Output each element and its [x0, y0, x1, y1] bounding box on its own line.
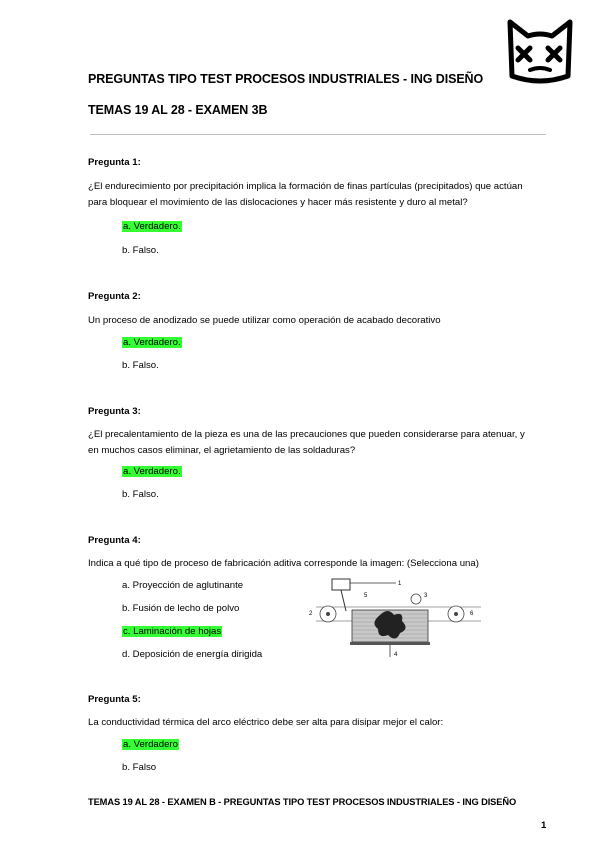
- question-2-option-a[interactable]: [122, 337, 182, 349]
- question-5-heading: Pregunta 5:: [88, 694, 141, 705]
- question-3-heading: Pregunta 3:: [88, 406, 141, 417]
- correct-answer-highlight: a. Verdadero.: [123, 466, 181, 477]
- page-number: 1: [541, 820, 547, 831]
- question-2-heading: Pregunta 2:: [88, 291, 141, 302]
- question-1-option-b[interactable]: b. Falso.: [122, 245, 159, 256]
- question-5-option-b[interactable]: b. Falso: [122, 762, 157, 773]
- document-title: PREGUNTAS TIPO TEST PROCESOS INDUSTRIALES - ING DISEÑO: [88, 72, 484, 86]
- figure-label-6: 6: [470, 611, 474, 617]
- correct-answer-highlight: a. Verdadero: [123, 739, 178, 750]
- question-4-heading: Pregunta 4:: [88, 535, 141, 546]
- question-3-option-a[interactable]: [122, 466, 182, 478]
- question-2-option-b[interactable]: b. Falso.: [122, 360, 159, 371]
- document-subtitle: TEMAS 19 AL 28 - EXAMEN 3B: [88, 103, 268, 117]
- question-1-option-a[interactable]: [122, 221, 182, 233]
- question-1-heading: Pregunta 1:: [88, 157, 141, 168]
- header-divider: [90, 134, 546, 135]
- sheet-lamination-diagram: [306, 577, 486, 659]
- question-4-option-b[interactable]: b. Fusión de lecho de polvo: [122, 603, 240, 614]
- correct-answer-highlight: c. Laminación de hojas: [123, 626, 222, 637]
- question-5-option-a[interactable]: [122, 739, 179, 751]
- correct-answer-highlight: a. Verdadero.: [123, 221, 181, 232]
- figure-label-4: 4: [394, 652, 398, 658]
- figure-label-2: 2: [309, 611, 313, 617]
- question-3-text: ¿El precalentamiento de la pieza es una de las precauciones que pueden considerarse para atenuar, y en muchos casos eliminar, el agrietamiento de las soldaduras?: [88, 429, 525, 456]
- question-4-text: Indica a qué tipo de proceso de fabricación aditiva corresponde la imagen: (Selecciona una): [88, 558, 479, 569]
- figure-label-3: 3: [424, 593, 428, 599]
- page-footer: TEMAS 19 AL 28 - EXAMEN B - PREGUNTAS TIPO TEST PROCESOS INDUSTRIALES - ING DISEÑO: [88, 797, 517, 807]
- question-4-option-d[interactable]: d. Deposición de energía dirigida: [122, 649, 263, 660]
- figure-label-1: 1: [398, 581, 402, 587]
- question-2-text: Un proceso de anodizado se puede utilizar como operación de acabado decorativo: [88, 315, 441, 326]
- question-4-option-a[interactable]: a. Proyección de aglutinante: [122, 580, 244, 591]
- question-3-option-b[interactable]: b. Falso.: [122, 489, 159, 500]
- cat-face-icon: [504, 16, 576, 84]
- figure-label-5: 5: [364, 593, 368, 599]
- correct-answer-highlight: a. Verdadero.: [123, 337, 181, 348]
- question-4-option-c[interactable]: [122, 626, 222, 638]
- question-5-text: La conductividad térmica del arco eléctrico debe ser alta para disipar mejor el calor:: [88, 717, 444, 728]
- question-1-text: ¿El endurecimiento por precipitación implica la formación de finas partículas (precipitados) que actúan para bloquear el movimiento de las dislocaciones y hacer más resistente y duro al metal?: [88, 181, 523, 208]
